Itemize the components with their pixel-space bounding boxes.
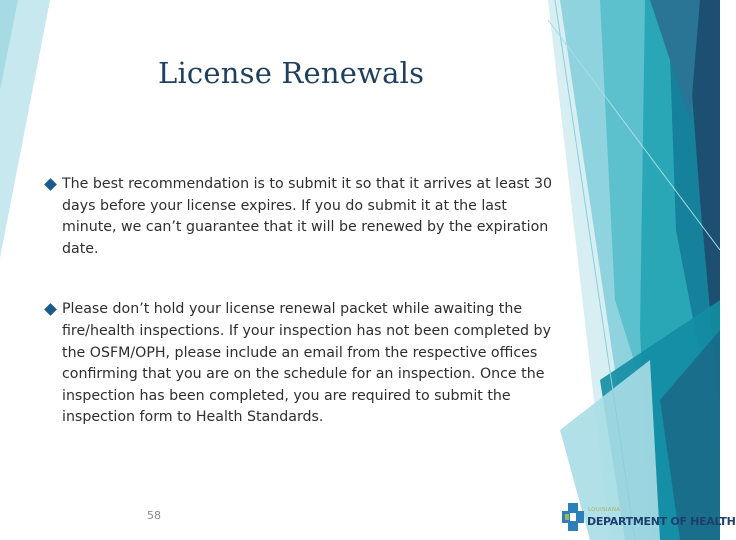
diamond-bullet-icon <box>44 304 57 317</box>
bullet-item <box>44 174 564 260</box>
bullet-text: Please don’t hold your license renewal packet while awaiting the fire/health inspections. If your inspection has not been completed by the OSFM/OPH, please include an email from the respective offices confirming that you are on the schedule for an inspection. Once the inspection has been completed, you are required to submit the inspection form to Health Standards. <box>62 301 551 426</box>
health-cross-icon <box>562 503 584 531</box>
slide-number: 58 <box>147 509 161 522</box>
logo-subtitle: LOUISIANA <box>588 507 621 513</box>
slide-title: License Renewals <box>158 56 425 90</box>
bullet-item <box>44 299 564 429</box>
diamond-bullet-icon <box>44 178 57 191</box>
bullet-list <box>44 174 564 429</box>
department-of-health-logo <box>562 500 736 534</box>
logo-name: DEPARTMENT OF HEALTH <box>587 515 736 528</box>
bullet-text: The best recommendation is to submit it so that it arrives at least 30 days before your license expires. If you do submit it at the last minute, we can’t guarantee that it will be renewed by the expiration date. <box>62 176 553 257</box>
